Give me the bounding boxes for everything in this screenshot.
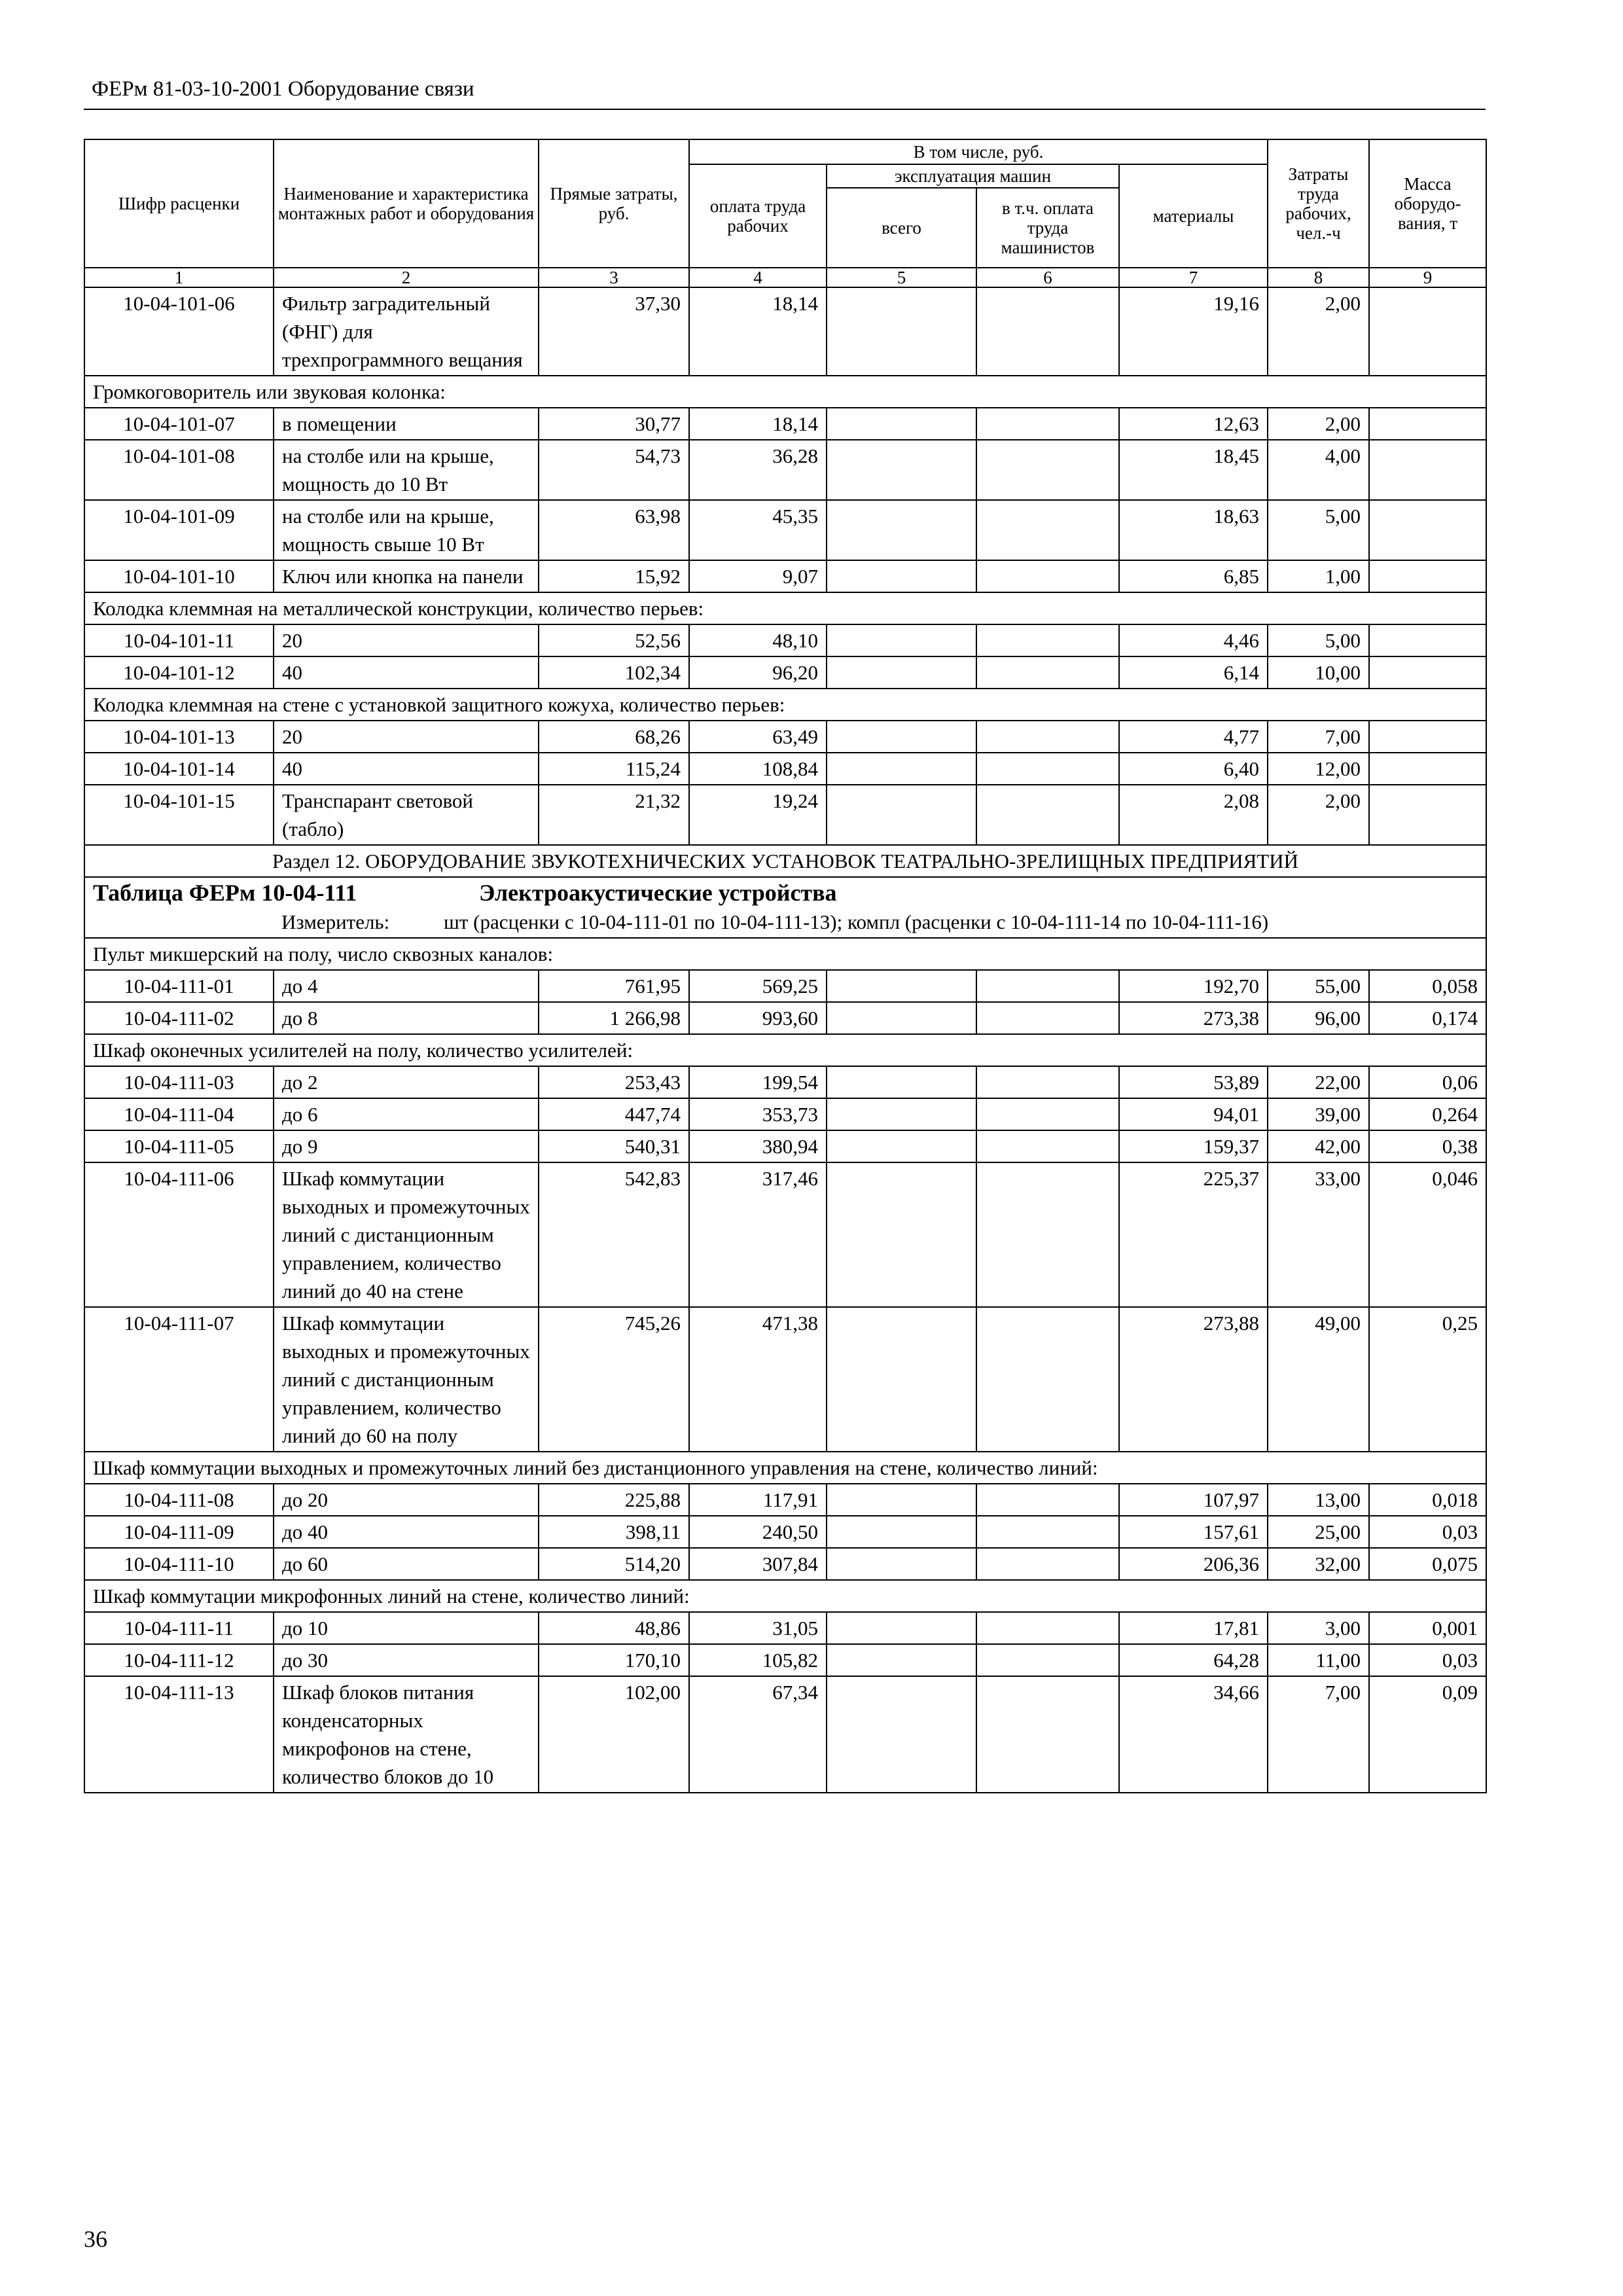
col-name-header: Наименование и характеристика монтажных работ и оборудования: [274, 139, 539, 268]
labor-pay: 19,24: [689, 785, 827, 845]
direct-cost: 54,73: [539, 440, 689, 500]
machinist-pay: [976, 624, 1119, 656]
rate-code: 10-04-101-14: [84, 753, 274, 785]
materials-cost: 206,36: [1119, 1548, 1268, 1580]
labor-hours: 32,00: [1268, 1548, 1369, 1580]
work-name: 20: [274, 721, 539, 753]
rate-code: 10-04-111-12: [84, 1644, 274, 1676]
materials-cost: 17,81: [1119, 1612, 1268, 1644]
work-name: до 6: [274, 1098, 539, 1130]
labor-hours: 13,00: [1268, 1484, 1369, 1516]
direct-cost: 170,10: [539, 1644, 689, 1676]
col-labor-header: оплата труда рабочих: [689, 164, 827, 268]
table-row: [84, 1676, 1486, 1793]
machines-total: [827, 287, 976, 376]
rate-code: 10-04-111-05: [84, 1130, 274, 1162]
col-materials-header: материалы: [1119, 164, 1268, 268]
labor-pay: 240,50: [689, 1516, 827, 1548]
direct-cost: 37,30: [539, 287, 689, 376]
table-row: [84, 1484, 1486, 1516]
col-incl-header: В том числе, руб.: [689, 139, 1268, 164]
machinist-pay: [976, 1516, 1119, 1548]
table-row: [84, 500, 1486, 560]
table-row: [84, 1612, 1486, 1644]
col-number: 2: [274, 268, 539, 287]
equipment-mass: [1369, 287, 1486, 376]
machinist-pay: [976, 1002, 1119, 1034]
labor-pay: 307,84: [689, 1548, 827, 1580]
work-name: на столбе или на крыше, мощность до 10 Вт: [274, 440, 539, 500]
group-heading: Колодка клеммная на металлической конструкции, количество перьев:: [84, 592, 1486, 624]
table-row: [84, 1130, 1486, 1162]
col-number: 8: [1268, 268, 1369, 287]
labor-hours: 3,00: [1268, 1612, 1369, 1644]
materials-cost: 2,08: [1119, 785, 1268, 845]
materials-cost: 53,89: [1119, 1066, 1268, 1098]
labor-hours: 2,00: [1268, 287, 1369, 376]
header-divider: [84, 109, 1486, 110]
machines-total: [827, 1130, 976, 1162]
measure-text: шт (расценки с 10-04-111-01 по 10-04-111-13); компл (расценки с 10-04-111-14 по 10-04-111-16): [444, 910, 1269, 933]
machinist-pay: [976, 1612, 1119, 1644]
page-number: 36: [84, 2226, 107, 2252]
rate-code: 10-04-111-02: [84, 1002, 274, 1034]
work-name: до 20: [274, 1484, 539, 1516]
machines-total: [827, 1162, 976, 1307]
group-heading-row: [84, 689, 1486, 721]
direct-cost: 48,86: [539, 1612, 689, 1644]
group-heading-row: [84, 1452, 1486, 1484]
labor-pay: 9,07: [689, 560, 827, 592]
section-heading: Раздел 12. ОБОРУДОВАНИЕ ЗВУКОТЕХНИЧЕСКИХ УСТАНОВОК ТЕАТРАЛЬНО-ЗРЕЛИЩНЫХ ПРЕДПРИЯТИЙ: [84, 845, 1486, 877]
col-number: 4: [689, 268, 827, 287]
labor-pay: 36,28: [689, 440, 827, 500]
table-row: [84, 1002, 1486, 1034]
equipment-mass: 0,001: [1369, 1612, 1486, 1644]
materials-cost: 12,63: [1119, 408, 1268, 440]
direct-cost: 102,00: [539, 1676, 689, 1793]
table-body: [84, 287, 1486, 1793]
machines-total: [827, 753, 976, 785]
work-name: 40: [274, 753, 539, 785]
rate-code: 10-04-111-04: [84, 1098, 274, 1130]
direct-cost: 447,74: [539, 1098, 689, 1130]
group-heading: Громкоговоритель или звуковая колонка:: [84, 376, 1486, 408]
table-row: [84, 1162, 1486, 1307]
labor-hours: 55,00: [1268, 970, 1369, 1002]
rate-code: 10-04-101-07: [84, 408, 274, 440]
rate-code: 10-04-111-11: [84, 1612, 274, 1644]
materials-cost: 159,37: [1119, 1130, 1268, 1162]
group-heading: Шкаф коммутации выходных и промежуточных линий без дистанционного управления на стене, количество линий:: [84, 1452, 1486, 1484]
rate-code: 10-04-111-10: [84, 1548, 274, 1580]
equipment-mass: 0,058: [1369, 970, 1486, 1002]
labor-pay: 569,25: [689, 970, 827, 1002]
machines-total: [827, 1002, 976, 1034]
rate-code: 10-04-111-03: [84, 1066, 274, 1098]
machines-total: [827, 1484, 976, 1516]
machines-total: [827, 1066, 976, 1098]
equipment-mass: [1369, 721, 1486, 753]
equipment-mass: 0,06: [1369, 1066, 1486, 1098]
labor-hours: 5,00: [1268, 624, 1369, 656]
machinist-pay: [976, 408, 1119, 440]
col-number: 9: [1369, 268, 1486, 287]
equipment-mass: [1369, 408, 1486, 440]
work-name: Шкаф коммутации выходных и промежуточных линий с дистанционным управлением, количество линий до 60 на полу: [274, 1307, 539, 1452]
machines-total: [827, 656, 976, 689]
rate-code: 10-04-111-07: [84, 1307, 274, 1452]
labor-hours: 7,00: [1268, 1676, 1369, 1793]
machinist-pay: [976, 500, 1119, 560]
equipment-mass: [1369, 785, 1486, 845]
table-row: [84, 1516, 1486, 1548]
col-total-header: всего: [827, 188, 976, 268]
work-name: до 30: [274, 1644, 539, 1676]
direct-cost: 1 266,98: [539, 1002, 689, 1034]
machines-total: [827, 785, 976, 845]
materials-cost: 107,97: [1119, 1484, 1268, 1516]
equipment-mass: [1369, 560, 1486, 592]
direct-cost: 30,77: [539, 408, 689, 440]
equipment-mass: 0,09: [1369, 1676, 1486, 1793]
labor-pay: 353,73: [689, 1098, 827, 1130]
rate-code: 10-04-101-15: [84, 785, 274, 845]
machinist-pay: [976, 1307, 1119, 1452]
labor-hours: 2,00: [1268, 785, 1369, 845]
machines-total: [827, 500, 976, 560]
equipment-mass: [1369, 500, 1486, 560]
group-heading-row: [84, 938, 1486, 970]
work-name: до 4: [274, 970, 539, 1002]
machinist-pay: [976, 1484, 1119, 1516]
machines-total: [827, 1548, 976, 1580]
direct-cost: 68,26: [539, 721, 689, 753]
work-name: Шкаф блоков питания конденсаторных микрофонов на стене, количество блоков до 10: [274, 1676, 539, 1793]
machinist-pay: [976, 785, 1119, 845]
labor-hours: 42,00: [1268, 1130, 1369, 1162]
labor-hours: 96,00: [1268, 1002, 1369, 1034]
section-heading-row: [84, 845, 1486, 877]
group-heading: Пульт микшерский на полу, число сквозных каналов:: [84, 938, 1486, 970]
machinist-pay: [976, 560, 1119, 592]
labor-pay: 18,14: [689, 287, 827, 376]
materials-cost: 6,85: [1119, 560, 1268, 592]
equipment-mass: 0,264: [1369, 1098, 1486, 1130]
machines-total: [827, 1307, 976, 1452]
work-name: до 10: [274, 1612, 539, 1644]
table-row: [84, 1098, 1486, 1130]
labor-pay: 117,91: [689, 1484, 827, 1516]
labor-pay: 317,46: [689, 1162, 827, 1307]
machinist-pay: [976, 970, 1119, 1002]
labor-pay: 471,38: [689, 1307, 827, 1452]
work-name: 40: [274, 656, 539, 689]
col-number: 1: [84, 268, 274, 287]
equipment-mass: 0,018: [1369, 1484, 1486, 1516]
machines-total: [827, 408, 976, 440]
work-name: до 8: [274, 1002, 539, 1034]
table-row: [84, 1548, 1486, 1580]
equipment-mass: [1369, 753, 1486, 785]
labor-pay: 199,54: [689, 1066, 827, 1098]
rate-code: 10-04-101-11: [84, 624, 274, 656]
table-row: [84, 624, 1486, 656]
rate-code: 10-04-101-06: [84, 287, 274, 376]
machinist-pay: [976, 1644, 1119, 1676]
materials-cost: 192,70: [1119, 970, 1268, 1002]
work-name: Фильтр заградительный (ФНГ) для трехпрограммного вещания: [274, 287, 539, 376]
rate-code: 10-04-101-09: [84, 500, 274, 560]
direct-cost: 745,26: [539, 1307, 689, 1452]
direct-cost: 52,56: [539, 624, 689, 656]
machines-total: [827, 440, 976, 500]
materials-cost: 19,16: [1119, 287, 1268, 376]
labor-hours: 11,00: [1268, 1644, 1369, 1676]
group-heading: Колодка клеммная на стене с установкой защитного кожуха, количество перьев:: [84, 689, 1486, 721]
machines-total: [827, 1516, 976, 1548]
work-name: на столбе или на крыше, мощность свыше 10 Вт: [274, 500, 539, 560]
labor-pay: 63,49: [689, 721, 827, 753]
table-row: [84, 656, 1486, 689]
equipment-mass: 0,174: [1369, 1002, 1486, 1034]
machinist-pay: [976, 1162, 1119, 1307]
rate-code: 10-04-101-12: [84, 656, 274, 689]
machinist-pay: [976, 1676, 1119, 1793]
labor-hours: 1,00: [1268, 560, 1369, 592]
col-number: 3: [539, 268, 689, 287]
machinist-pay: [976, 1130, 1119, 1162]
materials-cost: 18,63: [1119, 500, 1268, 560]
machinist-pay: [976, 440, 1119, 500]
materials-cost: 94,01: [1119, 1098, 1268, 1130]
machines-total: [827, 1644, 976, 1676]
machines-total: [827, 1098, 976, 1130]
table-label: Таблица ФЕРм 10-04-111: [93, 880, 357, 906]
labor-pay: 18,14: [689, 408, 827, 440]
work-name: в помещении: [274, 408, 539, 440]
machines-total: [827, 1612, 976, 1644]
machines-total: [827, 1676, 976, 1793]
work-name: Шкаф коммутации выходных и промежуточных линий с дистанционным управлением, количество линий до 40 на стене: [274, 1162, 539, 1307]
materials-cost: 18,45: [1119, 440, 1268, 500]
labor-hours: 10,00: [1268, 656, 1369, 689]
materials-cost: 273,88: [1119, 1307, 1268, 1452]
machinist-pay: [976, 753, 1119, 785]
work-name: до 2: [274, 1066, 539, 1098]
materials-cost: 6,14: [1119, 656, 1268, 689]
labor-hours: 22,00: [1268, 1066, 1369, 1098]
col-direct-header: Прямые затраты, руб.: [539, 139, 689, 268]
work-name: до 40: [274, 1516, 539, 1548]
labor-hours: 7,00: [1268, 721, 1369, 753]
labor-pay: 67,34: [689, 1676, 827, 1793]
machinist-pay: [976, 1548, 1119, 1580]
labor-hours: 5,00: [1268, 500, 1369, 560]
table-header: [84, 139, 1486, 287]
materials-cost: 64,28: [1119, 1644, 1268, 1676]
direct-cost: 225,88: [539, 1484, 689, 1516]
table-row: [84, 440, 1486, 500]
table-caption: [84, 877, 1486, 938]
table-row: [84, 408, 1486, 440]
materials-cost: 157,61: [1119, 1516, 1268, 1548]
work-name: Ключ или кнопка на панели: [274, 560, 539, 592]
labor-hours: 12,00: [1268, 753, 1369, 785]
labor-hours: 49,00: [1268, 1307, 1369, 1452]
direct-cost: 398,11: [539, 1516, 689, 1548]
page-header-title: ФЕРм 81-03-10-2001 Оборудование связи: [92, 77, 474, 101]
table-row: [84, 785, 1486, 845]
equipment-mass: 0,046: [1369, 1162, 1486, 1307]
direct-cost: 542,83: [539, 1162, 689, 1307]
labor-hours: 33,00: [1268, 1162, 1369, 1307]
table-row: [84, 970, 1486, 1002]
group-heading: Шкаф коммутации микрофонных линий на стене, количество линий:: [84, 1580, 1486, 1612]
col-machines-header: эксплуатация машин: [827, 164, 1119, 188]
table-row: [84, 287, 1486, 376]
equipment-mass: [1369, 440, 1486, 500]
group-heading: Шкаф оконечных усилителей на полу, количество усилителей:: [84, 1034, 1486, 1066]
labor-pay: 380,94: [689, 1130, 827, 1162]
group-heading-row: [84, 1580, 1486, 1612]
machinist-pay: [976, 1098, 1119, 1130]
direct-cost: 253,43: [539, 1066, 689, 1098]
direct-cost: 15,92: [539, 560, 689, 592]
rate-code: 10-04-111-13: [84, 1676, 274, 1793]
col-number: 6: [976, 268, 1119, 287]
table-title: Электроакустические устройства: [479, 880, 837, 906]
direct-cost: 115,24: [539, 753, 689, 785]
labor-pay: 96,20: [689, 656, 827, 689]
machines-total: [827, 560, 976, 592]
materials-cost: 6,40: [1119, 753, 1268, 785]
equipment-mass: 0,38: [1369, 1130, 1486, 1162]
direct-cost: 540,31: [539, 1130, 689, 1162]
measure-line: [93, 908, 1478, 936]
equipment-mass: 0,075: [1369, 1548, 1486, 1580]
direct-cost: 21,32: [539, 785, 689, 845]
machinist-pay: [976, 1066, 1119, 1098]
rate-code: 10-04-111-08: [84, 1484, 274, 1516]
work-name: до 9: [274, 1130, 539, 1162]
labor-pay: 105,82: [689, 1644, 827, 1676]
work-name: до 60: [274, 1548, 539, 1580]
rate-code: 10-04-101-13: [84, 721, 274, 753]
direct-cost: 761,95: [539, 970, 689, 1002]
col-number: 7: [1119, 268, 1268, 287]
labor-pay: 31,05: [689, 1612, 827, 1644]
machines-total: [827, 721, 976, 753]
machinist-pay: [976, 287, 1119, 376]
group-heading-row: [84, 592, 1486, 624]
labor-pay: 108,84: [689, 753, 827, 785]
col-number: 5: [827, 268, 976, 287]
equipment-mass: 0,03: [1369, 1516, 1486, 1548]
group-heading-row: [84, 376, 1486, 408]
measure-label: Измеритель:: [281, 910, 390, 933]
rate-code: 10-04-101-10: [84, 560, 274, 592]
labor-pay: 48,10: [689, 624, 827, 656]
materials-cost: 273,38: [1119, 1002, 1268, 1034]
table-row: [84, 560, 1486, 592]
table-row: [84, 1644, 1486, 1676]
labor-pay: 45,35: [689, 500, 827, 560]
equipment-mass: [1369, 624, 1486, 656]
work-name: 20: [274, 624, 539, 656]
materials-cost: 34,66: [1119, 1676, 1268, 1793]
direct-cost: 102,34: [539, 656, 689, 689]
machines-total: [827, 624, 976, 656]
rate-code: 10-04-111-09: [84, 1516, 274, 1548]
col-mass-header: Масса оборудо-вания, т: [1369, 139, 1486, 268]
group-heading-row: [84, 1034, 1486, 1066]
col-mach-labor-header: в т.ч. оплата труда машинистов: [976, 188, 1119, 268]
col-labor-cost-header: Затраты труда рабочих, чел.-ч: [1268, 139, 1369, 268]
direct-cost: 514,20: [539, 1548, 689, 1580]
rate-code: 10-04-111-01: [84, 970, 274, 1002]
table-row: [84, 721, 1486, 753]
labor-hours: 2,00: [1268, 408, 1369, 440]
equipment-mass: [1369, 656, 1486, 689]
table-caption-row: [84, 877, 1486, 938]
table-row: [84, 1066, 1486, 1098]
col-code-header: Шифр расценки: [84, 139, 274, 268]
equipment-mass: 0,25: [1369, 1307, 1486, 1452]
machines-total: [827, 970, 976, 1002]
equipment-mass: 0,03: [1369, 1644, 1486, 1676]
work-name: Транспарант световой (табло): [274, 785, 539, 845]
labor-hours: 25,00: [1268, 1516, 1369, 1548]
table-row: [84, 1307, 1486, 1452]
column-numbers-row: [84, 268, 1486, 287]
table-row: [84, 753, 1486, 785]
machinist-pay: [976, 721, 1119, 753]
materials-cost: 225,37: [1119, 1162, 1268, 1307]
labor-hours: 4,00: [1268, 440, 1369, 500]
rate-code: 10-04-101-08: [84, 440, 274, 500]
materials-cost: 4,77: [1119, 721, 1268, 753]
materials-cost: 4,46: [1119, 624, 1268, 656]
labor-hours: 39,00: [1268, 1098, 1369, 1130]
machinist-pay: [976, 656, 1119, 689]
direct-cost: 63,98: [539, 500, 689, 560]
rates-table: [84, 139, 1487, 1793]
labor-pay: 993,60: [689, 1002, 827, 1034]
rate-code: 10-04-111-06: [84, 1162, 274, 1307]
